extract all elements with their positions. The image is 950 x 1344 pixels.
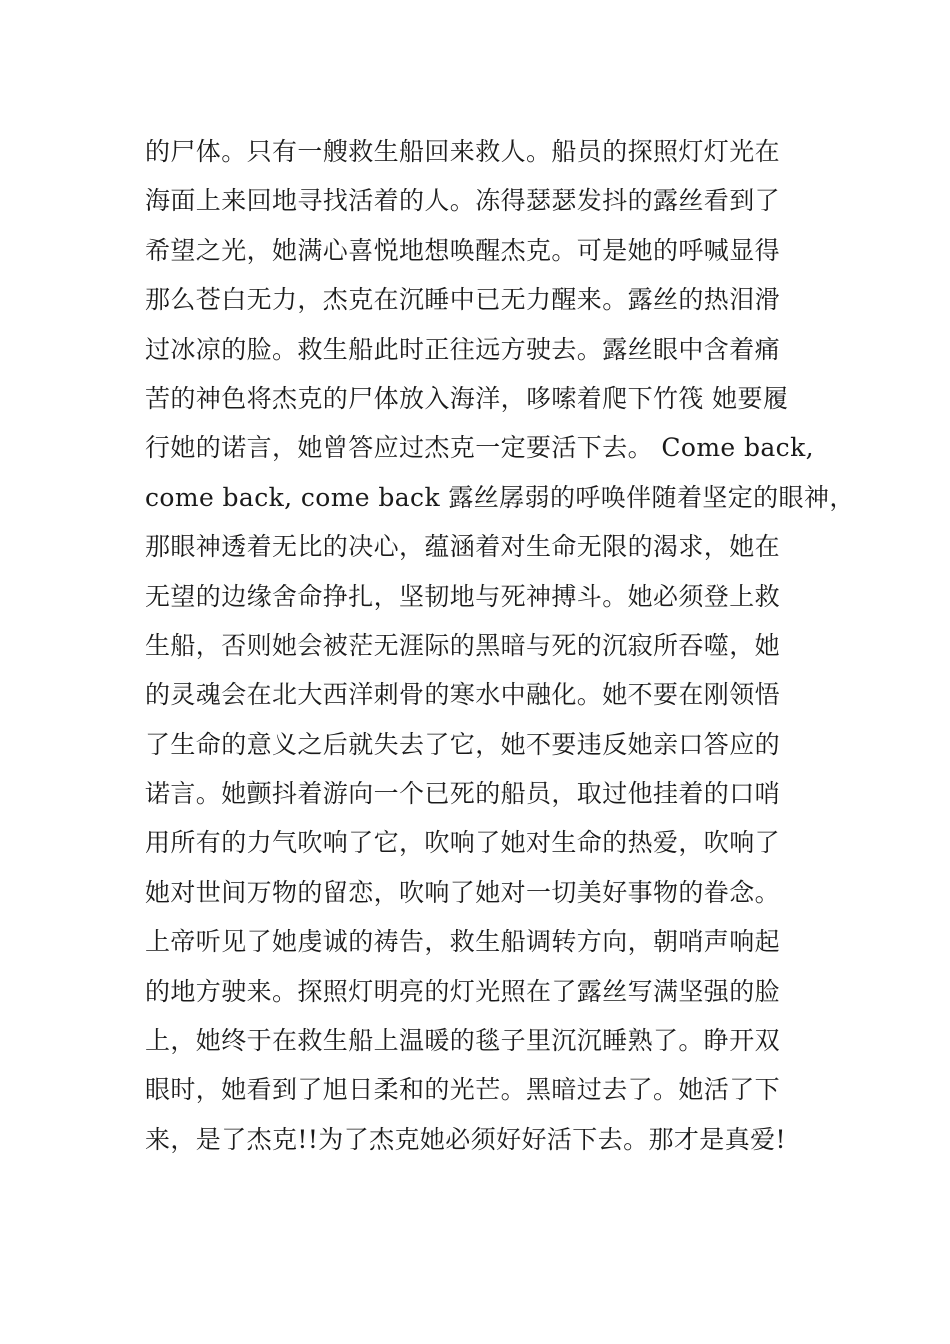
text-line-17: 上帝听见了她虔诚的祷告，救生船调转方向，朝哨声响起 [145,927,781,957]
text-line-15: 用所有的力气吹响了它，吹响了她对生命的热爱，吹响了 [145,828,781,858]
text-line-4: 那么苍白无力，杰克在沉睡中已无力醒来。露丝的热泪滑 [145,285,781,315]
text-line-12: 的灵魂会在北大西洋刺骨的寒水中融化。她不要在刚领悟 [145,680,781,710]
text-line-3: 希望之光，她满心喜悦地想唤醒杰克。可是她的呼喊显得 [145,235,781,265]
text-line-6: 苦的神色将杰克的尸体放入海洋，哆嗦着爬下竹筏 她要履 [145,383,789,413]
text-line-16: 她对世间万物的留恋，吹响了她对一切美好事物的眷念。 [145,877,781,907]
body-text [145,127,855,1164]
text-line-8: come back, come back 露丝孱弱的呼唤伴随着坚定的眼神， [145,482,855,512]
text-line-5: 过冰凉的脸。救生船此时正往远方驶去。露丝眼中含着痛 [145,334,781,364]
text-line-19: 上，她终于在救生船上温暖的毯子里沉沉睡熟了。睁开双 [145,1026,781,1056]
text-line-21: 来，是了杰克!!为了杰克她必须好好活下去。那才是真爱! [145,1124,786,1154]
text-line-9: 那眼神透着无比的决心，蕴涵着对生命无限的渴求，她在 [145,532,781,562]
text-line-18: 的地方驶来。探照灯明亮的灯光照在了露丝写满坚强的脸 [145,976,781,1006]
text-line-14: 诺言。她颤抖着游向一个已死的船员，取过他挂着的口哨 [145,779,781,809]
text-line-20: 眼时，她看到了旭日柔和的光芒。黑暗过去了。她活了下 [145,1075,781,1105]
text-line-10: 无望的边缘舍命挣扎，坚韧地与死神搏斗。她必须登上救 [145,581,781,611]
text-line-7: 行她的诺言，她曾答应过杰克一定要活下去。 Come back, [145,433,814,463]
text-line-1: 的尸体。只有一艘救生船回来救人。船员的探照灯灯光在 [145,137,781,166]
text-line-11: 生船，否则她会被茫无涯际的黑暗与死的沉寂所吞噬，她 [145,630,781,660]
text-line-2: 海面上来回地寻找活着的人。冻得瑟瑟发抖的露丝看到了 [145,186,781,216]
text-line-13: 了生命的意义之后就失去了它，她不要违反她亲口答应的 [145,729,781,759]
